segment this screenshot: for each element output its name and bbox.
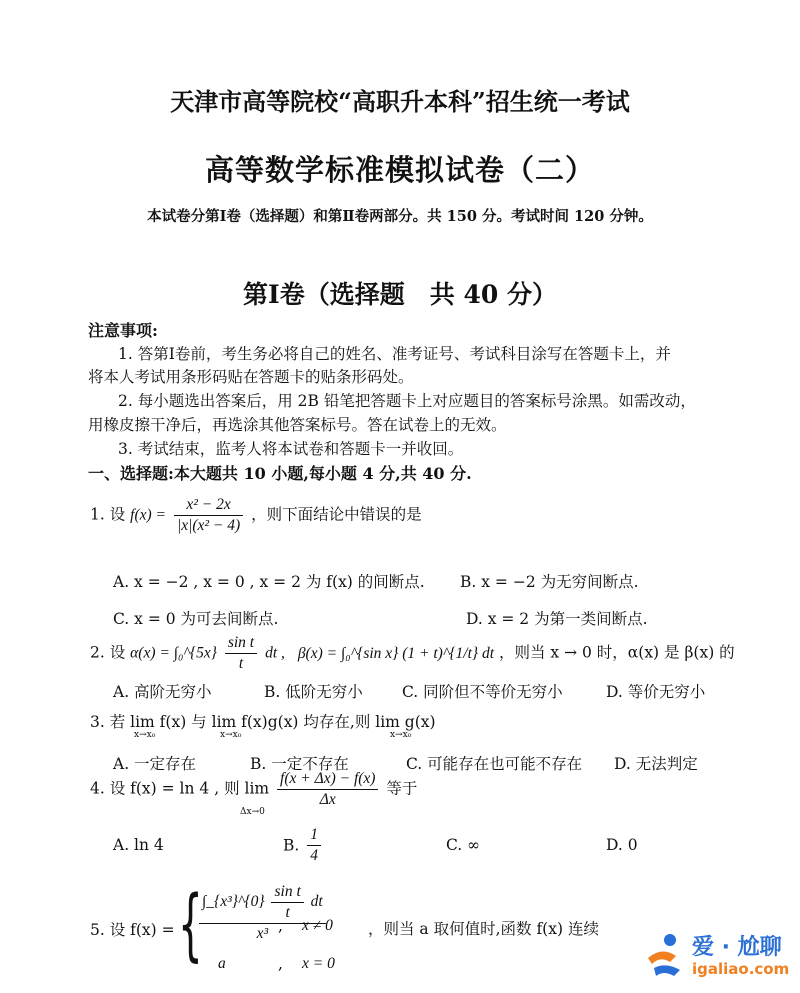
q5-piecewise [178, 877, 598, 977]
q1-option-b: B. x = −2 为无穷间断点. [460, 573, 639, 591]
q1-fraction [174, 496, 243, 535]
q1-option-c: C. x = 0 为可去间断点. [113, 610, 279, 628]
question-3: 3. 若 lim f(x) 与 lim f(x)g(x) 均存在,则 lim g(x) [90, 713, 436, 731]
q5-case-1-comma: , [278, 917, 283, 935]
q4-option-b-label: B. [283, 836, 300, 855]
q1-fx: f(x) = [130, 506, 166, 524]
notes-heading: 注意事项: [88, 321, 158, 340]
q5-brace: { [178, 880, 203, 970]
q5-case-2-comma: , [278, 955, 283, 973]
note-1-line-1: 1. 答第Ⅰ卷前，考生务必将自己的姓名、准考证号、考试科目涂写在答题卡上，并 [118, 345, 671, 363]
q5-case-2-condition: x = 0 [302, 955, 335, 972]
part-title: 第Ⅰ卷（选择题 共 40 分） [243, 280, 557, 309]
q2-suffix: ，则当 x → 0 时，α(x) 是 β(x) 的 [499, 643, 735, 662]
q5-integrand-numerator: sin t [271, 883, 303, 903]
q4-numerator: f(x + Δx) − f(x) [277, 770, 378, 790]
q3-option-a: A. 一定存在 [113, 755, 197, 773]
q4-option-a: A. ln 4 [113, 836, 164, 854]
paper-title: 高等数学标准模拟试卷（二） [204, 153, 595, 187]
q3-limit-subscript-3: x→x₀ [390, 730, 412, 740]
q1-denominator: |x|(x² − 4) [176, 517, 241, 534]
q3-limit-subscript-2: x→x₀ [220, 730, 242, 740]
q3-option-d: D. 无法判定 [614, 755, 698, 773]
q1-numerator: x² − 2x [174, 496, 243, 516]
watermark-url: igaliao.com [692, 960, 790, 978]
q4-fraction [277, 770, 378, 809]
question-1 [90, 496, 422, 535]
q2-alpha: α(x) = ∫₀^{5x} [130, 644, 217, 662]
q1-option-d: D. x = 2 为第一类间断点. [466, 610, 648, 628]
q5-integral: ∫_{x³}^{0} [202, 893, 265, 911]
q2-beta: β(x) = ∫₀^{sin x} (1 + t)^{1/t} dt [297, 644, 495, 662]
q5-integrand-denominator: t [285, 904, 290, 921]
q5-case-1-denominator: x³ [256, 925, 269, 942]
q2-option-d: D. 等价无穷小 [606, 683, 706, 701]
q2-option-c: C. 同阶但不等价无穷小 [402, 683, 563, 701]
question-4 [90, 770, 417, 809]
note-1-line-2: 将本人考试用条形码贴在答题卡的贴条形码处。 [88, 368, 414, 386]
q2-prefix: 2. 设 [90, 643, 126, 662]
exam-title: 天津市高等院校“高职升本科”招生统一考试 [170, 87, 630, 116]
note-2-line-1: 2. 每小题选出答案后，用 2B 铅笔把答题卡上对应题目的答案标号涂黑。如需改动， [118, 392, 696, 410]
q2-alpha-denominator: t [238, 655, 244, 672]
watermark [640, 928, 790, 988]
q3-option-b: B. 一定不存在 [250, 755, 349, 773]
q4-option-b-denominator: 4 [310, 847, 319, 864]
q1-prefix: 1. 设 [90, 505, 126, 524]
section-heading: 一、选择题:本大题共 10 小题,每小题 4 分,共 40 分. [88, 464, 472, 483]
q3-option-c: C. 可能存在也可能不存在 [406, 755, 583, 773]
q5-suffix: ，则当 a 取何值时,函数 f(x) 连续 [368, 920, 599, 938]
paper-info: 本试卷分第Ⅰ卷（选择题）和第Ⅱ卷两部分。共 150 分。考试时间 120 分钟。 [147, 208, 653, 225]
question-5-prefix: 5. 设 f(x) = [90, 921, 175, 939]
q1-suffix: ，则下面结论中错误的是 [251, 505, 422, 524]
q4-option-d: D. 0 [606, 836, 638, 854]
q5-case-2-value: a [218, 955, 226, 972]
q2-alpha-dt: dt , [265, 644, 285, 662]
q3-limit-subscript-1: x→x₀ [134, 730, 156, 740]
q4-denominator: Δx [319, 791, 336, 808]
q4-option-b-numerator: 1 [307, 826, 321, 846]
q4-prefix: 4. 设 f(x) = ln 4 , 则 lim [90, 779, 270, 798]
q5-case-1-condition: x ≠ 0 [302, 917, 333, 934]
q4-option-c: C. ∞ [446, 836, 481, 854]
q1-option-a: A. x = −2 , x = 0 , x = 2 为 f(x) 的间断点. [113, 573, 425, 591]
q5-integrand-fraction [271, 883, 303, 922]
watermark-text: 爱 · 尬聊 [692, 935, 782, 960]
q2-option-b: B. 低阶无穷小 [264, 683, 363, 701]
q4-option-b [283, 826, 324, 865]
q2-alpha-fraction [225, 634, 257, 673]
q2-option-a: A. 高阶无穷小 [113, 683, 212, 701]
q4-limit-subscript: Δx→0 [240, 807, 265, 817]
q4-option-b-fraction [307, 826, 321, 865]
question-2 [90, 634, 735, 673]
note-2-line-2: 用橡皮擦干净后，再选涂其他答案标号。答在试卷上的无效。 [88, 416, 507, 434]
q5-integral-dt: dt [310, 893, 323, 911]
note-3: 3. 考试结束，监考人将本试卷和答题卡一并收回。 [118, 440, 464, 458]
watermark-logo-icon [640, 928, 690, 984]
q4-suffix: 等于 [386, 779, 418, 798]
q2-alpha-numerator: sin t [225, 634, 257, 654]
